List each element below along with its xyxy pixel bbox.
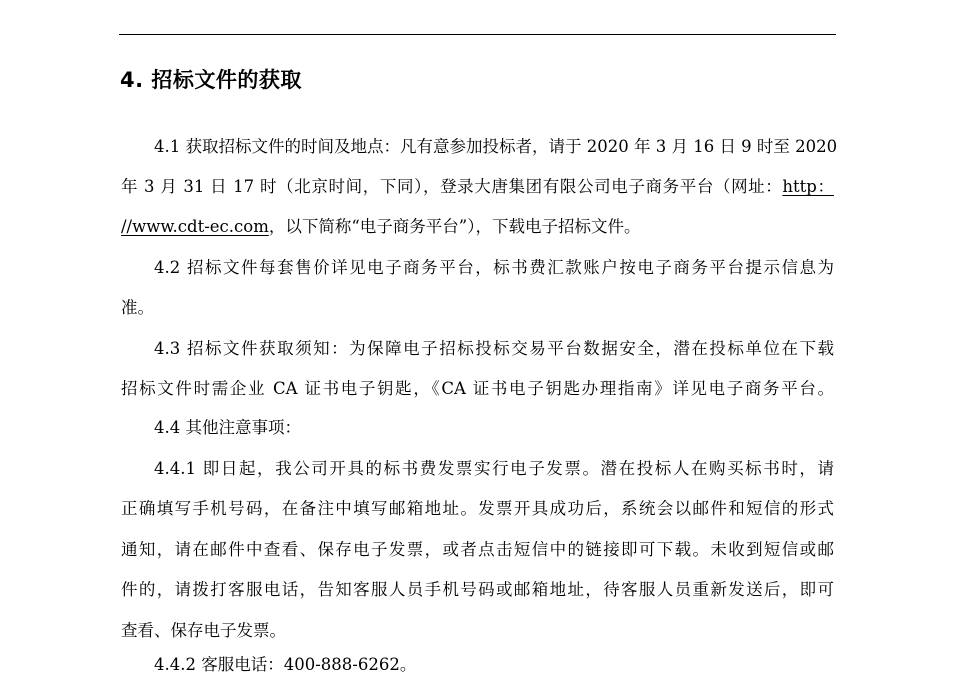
paragraph-4-2-line-1: 4.2 招标文件每套售价详见电子商务平台，标书费汇款账户按电子商务平台提示信息为 [154, 258, 834, 277]
paragraph-4-1-tail: ，以下简称“电子商务平台”），下载电子招标文件。 [268, 217, 641, 236]
section-heading: 4. 招标文件的获取 [120, 68, 302, 92]
paragraph-4-4-heading: 4.4 其他注意事项： [154, 418, 301, 437]
paragraph-4-4-2: 4.4.2 客服电话：400-888-6262。 [154, 655, 417, 674]
paragraph-4-3-line-1: 4.3 招标文件获取须知：为保障电子招标投标交易平台数据安全，潜在投标单位在下载 [154, 339, 834, 358]
website-link-part-1[interactable]: http： [782, 177, 834, 196]
paragraph-4-4-1-line-3: 通知，请在邮件中查看、保存电子发票，或者点击短信中的链接即可下载。未收到短信或邮 [121, 540, 834, 559]
paragraph-4-4-1-line-2: 正确填写手机号码，在备注中填写邮箱地址。发票开具成功后，系统会以邮件和短信的形式 [121, 499, 834, 518]
paragraph-4-1-text: 年 3 月 31 日 17 时（北京时间，下同），登录大唐集团有限公司电子商务平台（网址： [121, 177, 783, 196]
website-link-part-2[interactable]: //www.cdt-ec.com [121, 217, 269, 236]
paragraph-4-1-line-2 [121, 167, 834, 207]
paragraph-4-4-1-line-4: 件的，请拨打客服电话，告知客服人员手机号码或邮箱地址，待客服人员重新发送后，即可 [121, 580, 834, 599]
header-rule [119, 34, 836, 35]
paragraph-4-4-1-line-5: 查看、保存电子发票。 [121, 621, 286, 640]
paragraph-4-1-line-1: 4.1 获取招标文件的时间及地点：凡有意参加投标者，请于 2020 年 3 月 16 日 9 时至 2020 [154, 137, 838, 156]
paragraph-4-1-line-3 [121, 207, 640, 247]
paragraph-4-4-1-line-1: 4.4.1 即日起，我公司开具的标书费发票实行电子发票。潜在投标人在购买标书时，请 [154, 459, 834, 478]
paragraph-4-2-line-2: 准。 [121, 298, 154, 317]
paragraph-4-3-line-2: 招标文件时需企业 CA 证书电子钥匙，《CA 证书电子钥匙办理指南》详见电子商务平台。 [121, 379, 834, 398]
